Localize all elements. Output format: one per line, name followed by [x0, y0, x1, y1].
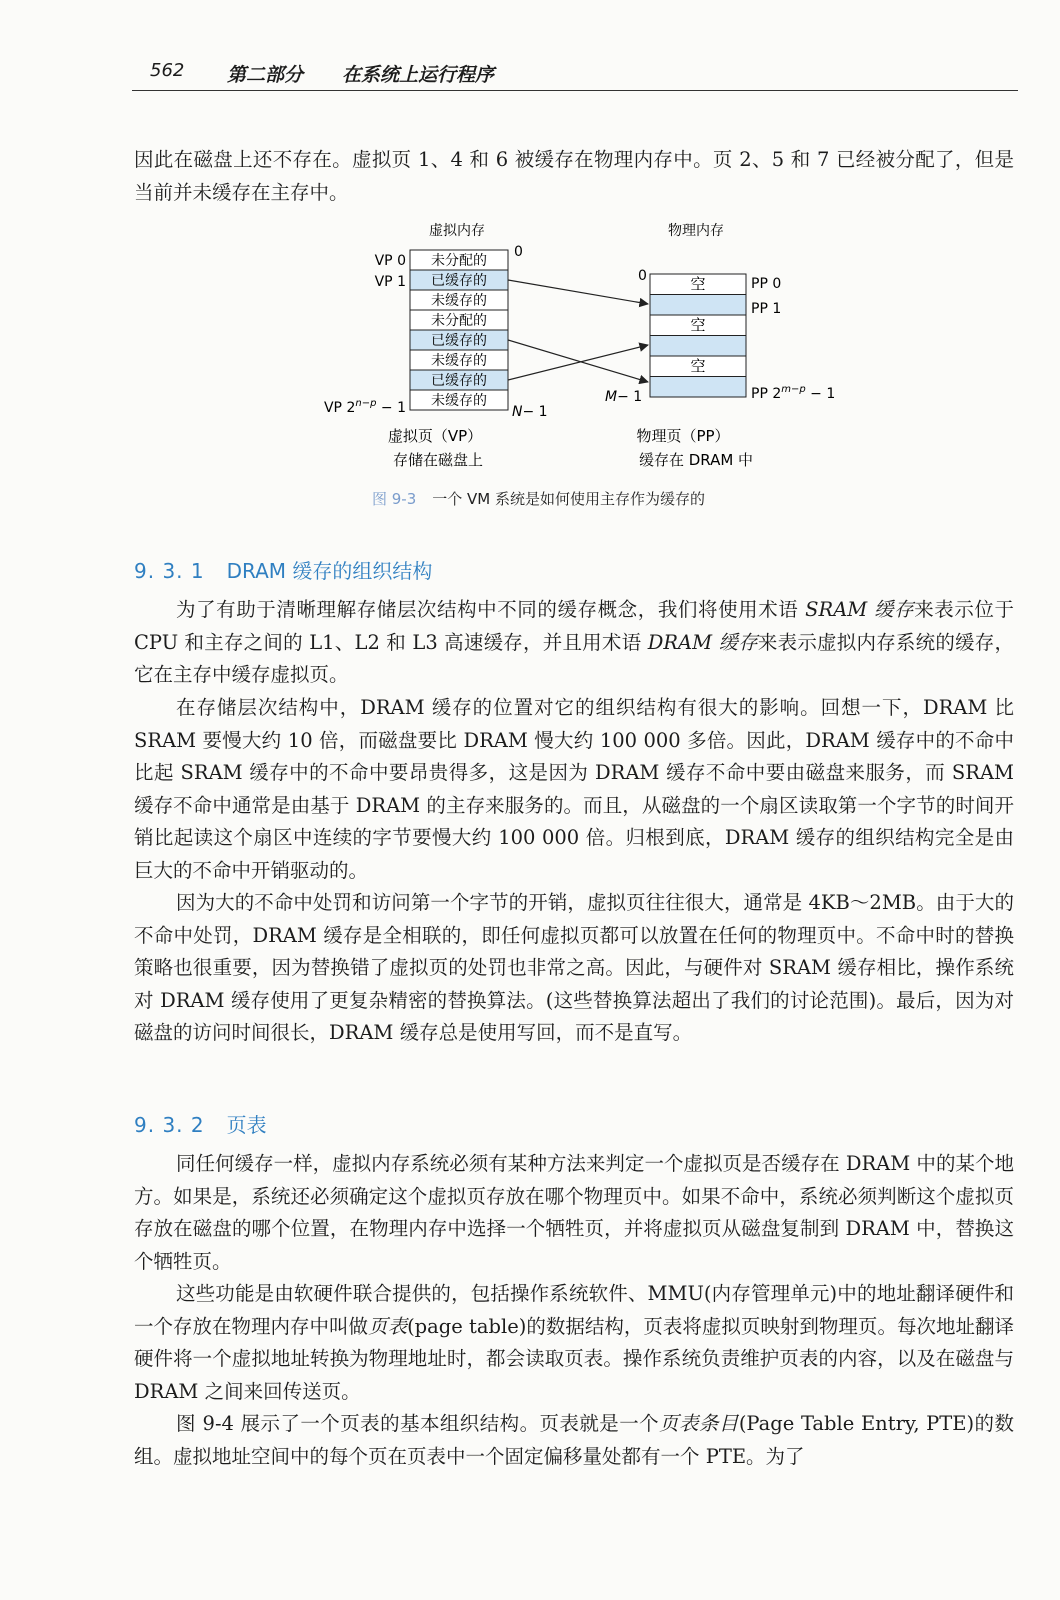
header-part: 第二部分: [227, 64, 304, 86]
vm-block-label-2: 未缓存的: [431, 293, 487, 309]
pplast-label: PP $2^{m-p} - 1$: [751, 384, 836, 402]
pp1-label: PP 1: [751, 301, 782, 317]
section-931-p2: 在存储层次结构中，DRAM 缓存的位置对它的组织结构有很大的影响。回想一下，DRAM 比 SRAM 要慢大约 10 倍，而磁盘要比 DRAM 慢大约 100 000 多倍。因此，DRAM 缓存中的不命中比起 SRAM 缓存中的不命中要昂贵得多，这是因为 DRAM 缓存不命中要由磁盘来服务，而 SRAM 缓存不命中通常是由基于 DRAM 的主存来服务的。而且，从磁盘的一个扇区读取第一个字节的时间开销比起读这个扇区中连续的字节要慢大约 100 000 倍。归根到底，DRAM 缓存的组织结构完全是由巨大的不命中开销驱动的。: [134, 696, 1014, 882]
figure-caption: [372, 488, 705, 509]
vm-block-label-0: 未分配的: [431, 253, 487, 269]
vp0-label: VP 0: [374, 253, 406, 269]
pm-block-label-2: 空: [690, 316, 706, 334]
arrow-vp4-pplast: [508, 340, 648, 382]
pm-block-3: [650, 336, 746, 357]
pm-caption-2: 缓存在 DRAM 中: [638, 451, 754, 469]
vm-block-label-5: 未缓存的: [431, 353, 487, 369]
arrow-vp6-pp3: [508, 345, 648, 380]
vm-block-label-7: 未缓存的: [431, 393, 487, 409]
section-931-title: DRAM 缓存的组织结构: [226, 559, 433, 583]
pm-block-label-0: 空: [690, 275, 706, 293]
running-header: [132, 58, 1018, 91]
vm-end: N− 1: [512, 404, 548, 420]
pm-block-5: [650, 377, 746, 398]
pm-block-1: [650, 295, 746, 316]
section-931-p3: 因为大的不命中处罚和访问第一个字节的开销，虚拟页往往很大，通常是 4KB～2MB。由于大的不命中处罚，DRAM 缓存是全相联的，即任何虚拟页都可以放置在任何的物理页中。不命中时的替换策略也很重要，因为替换错了虚拟页的处罚也非常之高。因此，与硬件对 SRAM 缓存相比，操作系统对 DRAM 缓存使用了更复杂精密的替换算法。(这些替换算法超出了我们的讨论范围)。最后，因为对磁盘的访问时间很长，DRAM 缓存总是使用写回，而不是直写。: [134, 891, 1014, 1044]
pm-block-label-4: 空: [690, 357, 706, 375]
section-932-title: 页表: [226, 1113, 267, 1137]
pm-end: M− 1: [605, 389, 643, 405]
term-pte: 页表条目: [659, 1412, 739, 1435]
section-932-p3: 图 9-4 展示了一个页表的基本组织结构。页表就是一个页表条目(Page Table Entry, PTE)的数组。虚拟地址空间中的每个页在页表中一个固定偏移量处都有一个 PTE。为了: [134, 1412, 1014, 1468]
page-number: 562: [150, 60, 185, 81]
section-931-heading: [134, 555, 432, 584]
vp1-label: VP 1: [374, 274, 406, 290]
term-dram-cache: DRAM 缓存: [647, 630, 758, 654]
vm-block-label-1: 已缓存的: [431, 273, 487, 289]
figure-vm-cache-diagram: [300, 212, 880, 482]
vm-block-label-3: 未分配的: [431, 313, 487, 329]
term-page-table: 页表: [368, 1314, 408, 1338]
pm-blocks: [650, 274, 746, 397]
section-932-number: 9. 3. 2: [134, 1113, 205, 1137]
vm-block-label-6: 已缓存的: [431, 373, 487, 389]
figure-caption-label: 图 9-3: [372, 490, 417, 508]
vm-blocks: [410, 250, 508, 410]
header-title: 在系统上运行程序: [342, 64, 495, 86]
vm-block-label-4: 已缓存的: [431, 333, 487, 349]
vm-caption-1: 虚拟页（VP）: [387, 427, 483, 445]
intro-paragraph: 因此在磁盘上还不存在。虚拟页 1、4 和 6 被缓存在物理内存中。页 2、5 和 7 已经被分配了，但是当前并未缓存在主存中。: [134, 148, 1014, 204]
pp0-label: PP 0: [751, 276, 782, 292]
vm-zero: 0: [514, 244, 523, 260]
section-932-p2: 这些功能是由软硬件联合提供的，包括操作系统软件、MMU(内存管理单元)中的地址翻译硬件和一个存放在物理内存中叫做页表(page table)的数据结构，页表将虚拟页映射到物理页。每次地址翻译硬件将一个虚拟地址转换为物理地址时，都会读取页表。操作系统负责维护页表的内容，以及在磁盘与 DRAM 之间来回传送页。: [134, 1282, 1014, 1403]
pm-zero: 0: [638, 268, 647, 284]
term-sram-cache: SRAM 缓存: [805, 598, 915, 621]
arrow-vp1-pp0: [508, 280, 648, 304]
section-932-heading: [134, 1109, 267, 1138]
vm-caption-2: 存储在磁盘上: [392, 451, 484, 469]
pm-caption-1: 物理页（PP）: [636, 427, 730, 445]
pm-title: 物理内存: [668, 223, 724, 239]
figure-caption-text: 一个 VM 系统是如何使用主存作为缓存的: [432, 490, 706, 508]
section-931-number: 9. 3. 1: [134, 559, 205, 583]
vplast-label: VP $2^{n-p} - 1$: [323, 398, 406, 416]
section-932-p1: 同任何缓存一样，虚拟内存系统必须有某种方法来判定一个虚拟页是否缓存在 DRAM 中的某个地方。如果是，系统还必须确定这个虚拟页存放在哪个物理页中。如果不命中，系统必须判断这个虚拟页存放在磁盘的哪个位置，在物理内存中选择一个牺牲页，并将虚拟页从磁盘复制到 DRAM 中，替换这个牺牲页。: [134, 1152, 1014, 1273]
vm-title: 虚拟内存: [429, 223, 485, 239]
section-931-p1: 为了有助于清晰理解存储层次结构中不同的缓存概念，我们将使用术语 SRAM 缓存来表示位于 CPU 和主存之间的 L1、L2 和 L3 高速缓存，并且用术语 DRAM 缓存来表示虚拟内存系统的缓存，它在主存中缓存虚拟页。: [134, 598, 1014, 686]
